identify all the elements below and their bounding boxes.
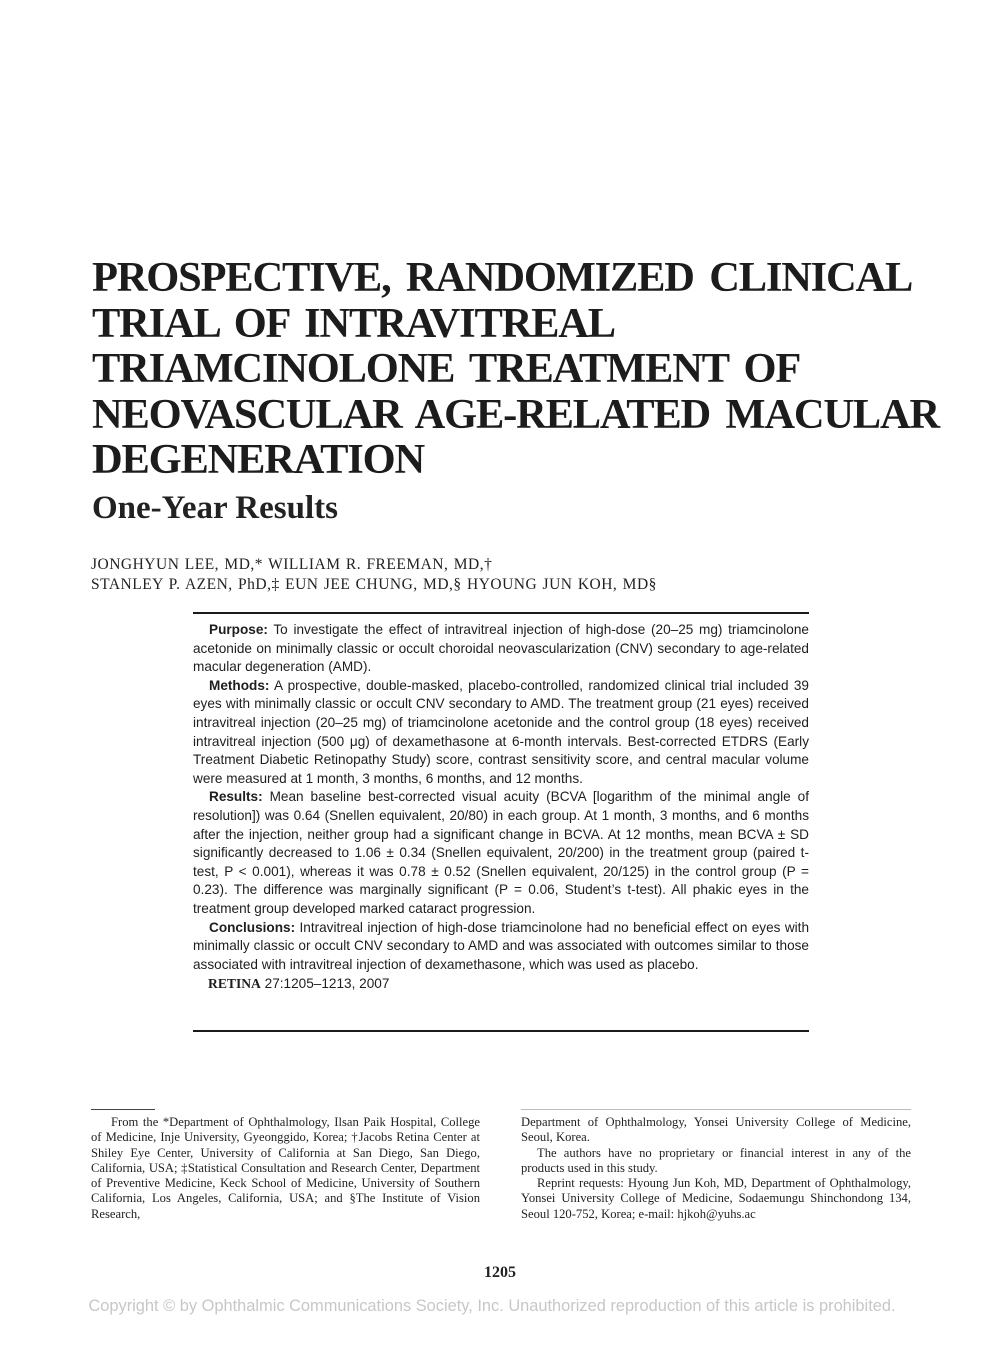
footnote-reprint: Reprint requests: Hyoung Jun Koh, MD, Department of Ophthalmology, Yonsei University College of Medicine, Sodaemungu Shinchondong 134, Seoul 120-752, Korea; e-mail: hjkoh@yuhs.ac <box>521 1176 911 1221</box>
citation-ref: 27:1205–1213, 2007 <box>264 976 390 992</box>
footnote-affiliations-cont: Department of Ophthalmology, Yonsei University College of Medicine, Seoul, Korea. <box>521 1115 911 1145</box>
methods-text: A prospective, double-masked, placebo-controlled, randomized clinical trial included 39 eyes with minimally classic or occult CNV secondary to AMD. The treatment group (21 eyes) received intravitreal injection (20–25 mg) of triamcinolone acetonide and the control group (18 eyes) received intravitreal injection (500 μg) of dexamethasone at 6-month intervals. Best-corrected ETDRS (Early Treatment Diabetic Retinopathy Study) score, contrast sensitivity score, and central macular volume were measured at 1 month, 3 months, 6 months, and 12 months. <box>193 677 809 786</box>
abstract-bottom-rule <box>193 1030 809 1032</box>
abstract-top-rule <box>193 612 809 614</box>
purpose-label: Purpose: <box>209 622 268 637</box>
footnote-column-left <box>91 1115 480 1222</box>
journal-citation <box>193 975 809 994</box>
results-text: Mean baseline best-corrected visual acuity (BCVA [logarithm of the minimal angle of resolution]) was 0.64 (Snellen equivalent, 20/80) in each group. At 1 month, 3 months, and 6 months after the injection, neither group had a significant change in BCVA. At 12 months, mean BCVA ± SD significantly decreased to 1.06 ± 0.34 (Snellen equivalent, 20/200) in the treatment group (paired t-test, P < 0.001), whereas it was 0.78 ± 0.52 (Snellen equivalent, 20/125) in the control group (P = 0.23). The difference was marginally significant (P = 0.06, Student’s t-test). All phakic eyes in the treatment group developed marked cataract progression. <box>193 789 809 916</box>
abstract-results <box>193 788 809 918</box>
title-line: TRIAL OF INTRAVITREAL <box>92 299 615 347</box>
footnote-rule-right <box>521 1109 911 1110</box>
copyright-watermark: Copyright © by Ophthalmic Communications Society, Inc. Unauthorized reproduction of this article is prohibited. <box>88 1297 896 1315</box>
author-list <box>91 555 657 595</box>
footnote-affiliations: From the *Department of Ophthalmology, Ilsan Paik Hospital, College of Medicine, Inje University, Gyeonggido, Korea; †Jacobs Retina Center at Shiley Eye Center, University of California at San Diego, San Diego, California, USA; ‡Statistical Consultation and Research Center, Department of Preventive Medicine, Keck School of Medicine, University of Southern California, Los Angeles, California, USA; and §The Institute of Vision Research, <box>91 1115 480 1221</box>
results-label: Results: <box>209 789 263 805</box>
footnote-column-right <box>521 1115 911 1222</box>
abstract <box>193 621 809 994</box>
footnote-rule-left <box>91 1109 155 1110</box>
abstract-purpose <box>193 621 809 677</box>
title-line: NEOVASCULAR AGE-RELATED MACULAR <box>92 390 939 438</box>
title-line: PROSPECTIVE, RANDOMIZED CLINICAL <box>92 254 913 301</box>
abstract-methods <box>193 677 809 789</box>
conclusions-text: Intravitreal injection of high-dose triamcinolone had no beneficial effect on eyes with minimally classic or occult CNV secondary to AMD and was associated with outcomes similar to those associated with intravitreal injection of dexamethasone, which was used as placebo. <box>193 919 810 972</box>
article-title <box>92 254 939 483</box>
purpose-text: To investigate the effect of intravitreal injection of high-dose (20–25 mg) triamcinolone acetonide on minimally classic or occult choroidal neovascularization (CNV) secondary to age-related macular degeneration (AMD). <box>193 622 809 675</box>
methods-label: Methods: <box>209 677 270 693</box>
author-line-1: JONGHYUN LEE, MD,* WILLIAM R. FREEMAN, MD,† <box>91 556 493 573</box>
journal-name: RETINA <box>208 976 261 992</box>
title-line: TRIAMCINOLONE TREATMENT OF <box>92 345 801 392</box>
abstract-conclusions <box>193 919 809 975</box>
conclusions-label: Conclusions: <box>209 919 296 935</box>
article-subtitle: One-Year Results <box>92 490 338 526</box>
footnote-disclosure: The authors have no proprietary or financial interest in any of the products used in this study. <box>521 1145 911 1175</box>
author-line-2: STANLEY P. AZEN, PhD,‡ EUN JEE CHUNG, MD,§ HYOUNG JUN KOH, MD§ <box>91 576 657 593</box>
title-line: DEGENERATION <box>92 436 424 483</box>
page-number: 1205 <box>484 1264 516 1281</box>
